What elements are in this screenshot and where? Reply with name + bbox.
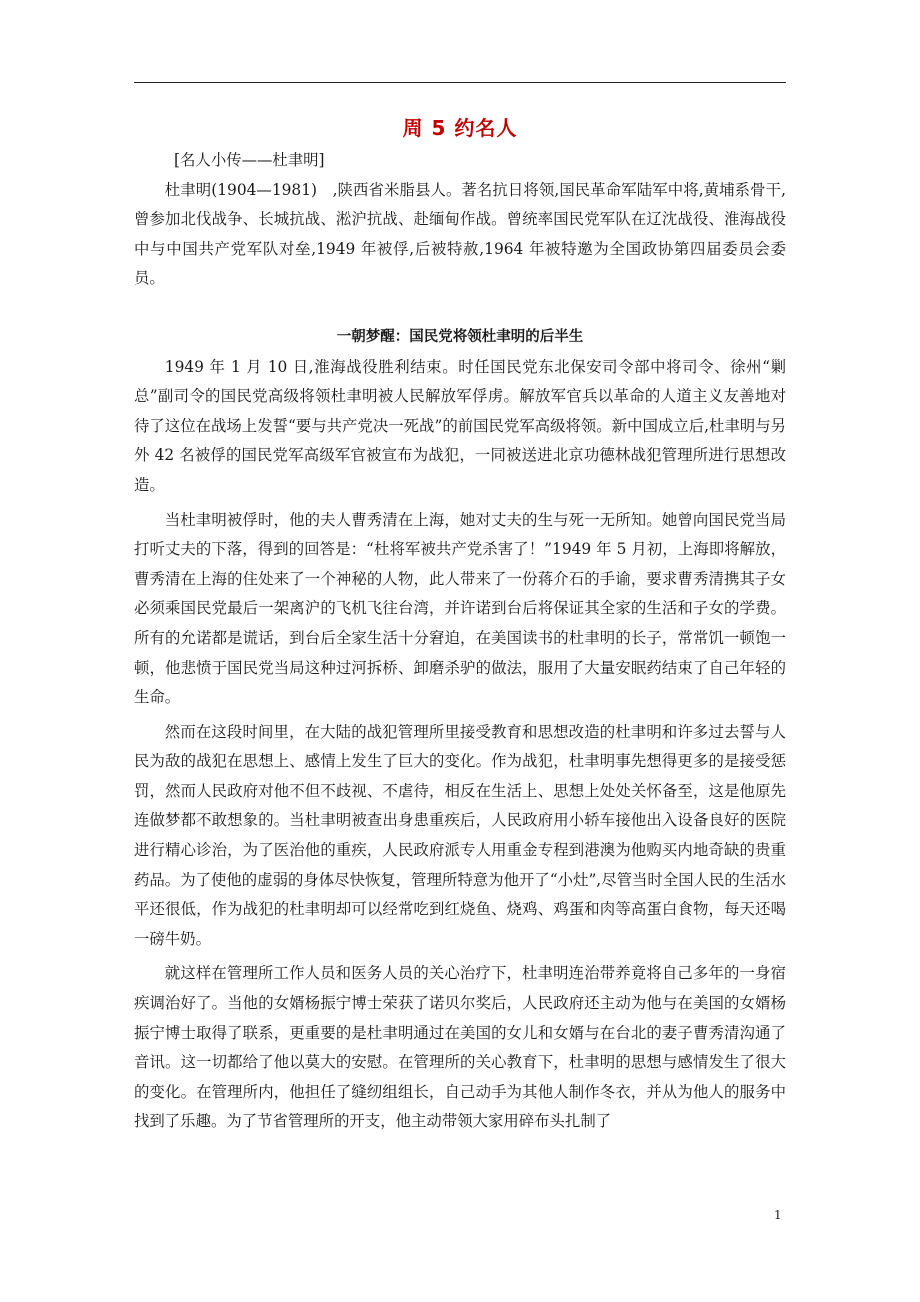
article-paragraph-3: 然而在这段时间里，在大陆的战犯管理所里接受教育和思想改造的杜聿明和许多过去誓与人民为敌的战犯在思想上、感情上发生了巨大的变化。作为战犯，杜聿明事先想得更多的是接受惩罚，然而人民政府对他不但不歧视、不虐待，相反在生活上、思想上处处关怀备至，这是他原先连做梦都不敢想象的。当杜聿明被查出身患重疾后，人民政府用小轿车接他出入设备良好的医院进行精心诊治，为了医治他的重疾，人民政府派专人用重金专程到港澳为他购买内地奇缺的贵重药品。为了使他的虚弱的身体尽快恢复，管理所特意为他开了“小灶”,尽管当时全国人民的生活水平还很低，作为战犯的杜聿明却可以经常吃到红烧鱼、烧鸡、鸡蛋和肉等高蛋白食物，每天还喝一磅牛奶。 <box>134 722 786 948</box>
document-body <box>134 146 786 1137</box>
article-paragraph-2: 当杜聿明被俘时，他的夫人曹秀清在上海，她对丈夫的生与死一无所知。她曾向国民党当局打听丈夫的下落，得到的回答是：“杜将军被共产党杀害了！”1949 年 5 月初，上海即将解放，曹秀清在上海的住处来了一个神秘的人物，此人带来了一份蒋介石的手谕，要求曹秀清携其子女必须乘国民党最后一架离沪的飞机飞往台湾，并许诺到台后将保证其全家的生活和子女的学费。所有的允诺都是谎话，到台后全家生活十分窘迫，在美国读书的杜聿明的长子，常常饥一顿饱一顿，他悲愤于国民党当局这种过河拆桥、卸磨杀驴的做法，服用了大量安眠药结束了自己年轻的生命。 <box>134 510 786 707</box>
bio-paragraph: 杜聿明(1904—1981) ,陕西省米脂县人。著名抗日将领,国民革命军陆军中将,黄埔系骨干,曾参加北伐战争、长城抗战、淞沪抗战、赴缅甸作战。曾统率国民党军队在辽沈战役、淮海战役中与中国共产党军队对垒,1949 年被俘,后被特赦,1964 年被特邀为全国政协第四届委员会委员。 <box>134 180 786 288</box>
article-paragraph-1: 1949 年 1 月 10 日,淮海战役胜利结束。时任国民党东北保安司令部中将司令、徐州“剿总”副司令的国民党高级将领杜聿明被人民解放军俘虏。解放军官兵以革命的人道主义友善地对待了这位在战场上发誓“要与共产党决一死战”的前国民党军高级将领。新中国成立后,杜聿明与另外 42 名被俘的国民党军高级军官被宣布为战犯，一同被送进北京功德林战犯管理所进行思想改造。 <box>134 357 786 494</box>
article-paragraph-4: 就这样在管理所工作人员和医务人员的关心治疗下，杜聿明连治带养竟将自己多年的一身宿疾调治好了。当他的女婿杨振宁博士荣获了诺贝尔奖后，人民政府还主动为他与在美国的女婿杨振宁博士取得了联系，更重要的是杜聿明通过在美国的女儿和女婿与在台北的妻子曹秀清沟通了音讯。这一切都给了他以莫大的安慰。在管理所的关心教育下，杜聿明的思想与感情发生了很大的变化。在管理所内，他担任了缝纫组组长，自己动手为其他人制作冬衣，并从为他人的服务中找到了乐趣。为了节省管理所的开支，他主动带领大家用碎布头扎制了 <box>134 964 786 1131</box>
article-heading: 一朝梦醒：国民党将领杜聿明的后半生 <box>336 328 584 345</box>
page-title: 周 5 约名人 <box>402 116 518 140</box>
bio-label: [名人小传——杜聿明] <box>174 151 325 169</box>
page-number: 1 <box>774 1208 782 1222</box>
header-rule <box>134 82 786 83</box>
